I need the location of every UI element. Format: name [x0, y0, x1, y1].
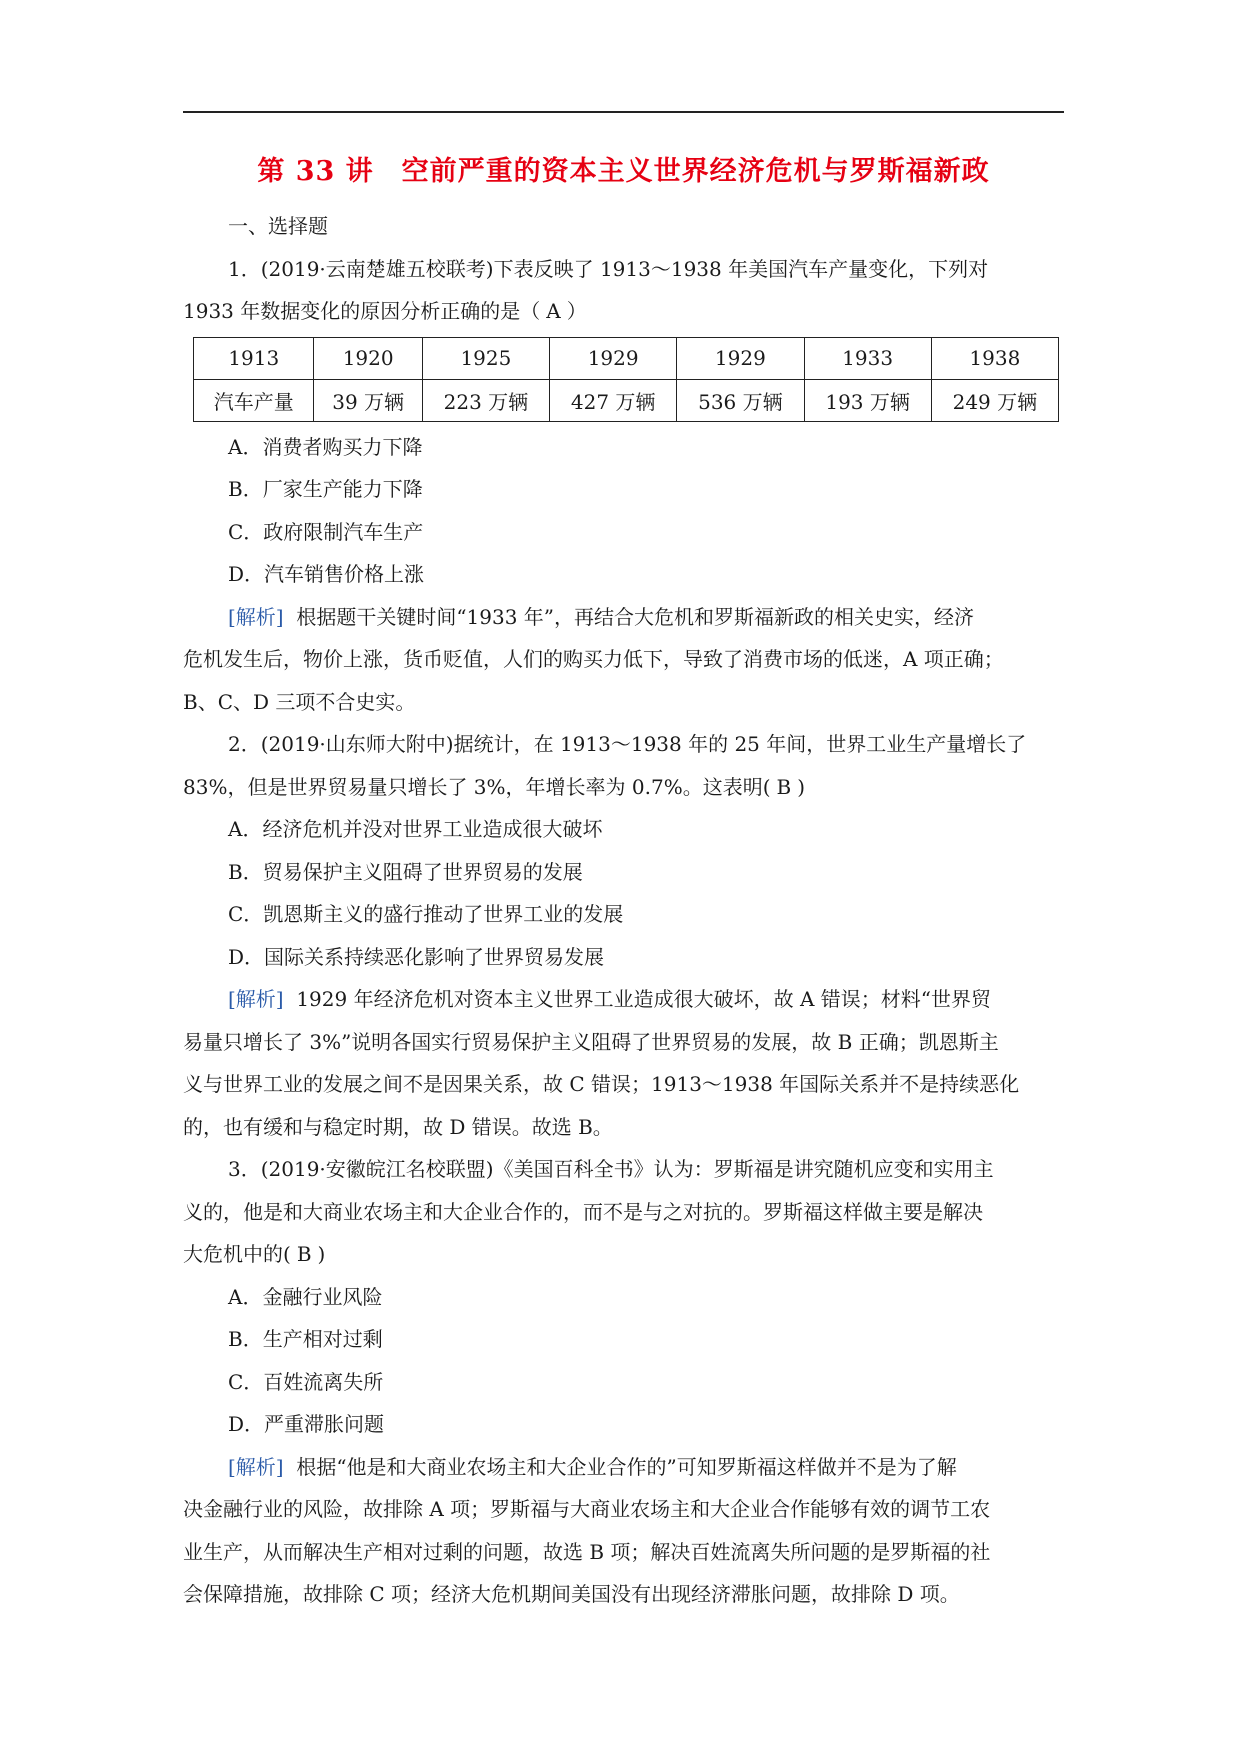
analysis-tag: [解析]	[228, 987, 284, 1011]
page-title: 第 33 讲 空前严重的资本主义世界经济危机与罗斯福新政	[257, 156, 990, 187]
q1-answer: A	[546, 299, 561, 323]
q3-answer: B	[296, 1242, 312, 1266]
q1-data-table	[193, 337, 1059, 422]
table-cell: 536 万辆	[677, 379, 804, 421]
q2-stem-prefix: 83%，但是世界贸易量只增长了 3%，年增长率为 0.7%。这表明(	[183, 774, 771, 799]
q2-option-d: D．国际关系持续恶化影响了世界贸易发展	[228, 944, 605, 969]
q1-option-d: D．汽车销售价格上涨	[228, 562, 425, 586]
analysis-text: 1929 年经济危机对资本主义世界工业造成很大破坏，故 A 错误；材料“世界贸	[296, 987, 991, 1011]
table-cell: 1929	[550, 337, 677, 379]
q3-option-c: C．百姓流离失所	[228, 1369, 384, 1394]
q3-analysis-line3: 业生产，从而解决生产相对过剩的问题，故选 B 项；解决百姓流离失所问题的是罗斯福的社	[183, 1539, 991, 1564]
q3-option-d: D．严重滞胀问题	[228, 1412, 385, 1436]
q1-analysis-line2: 危机发生后，物价上涨，货币贬值，人们的购买力低下，导致了消费市场的低迷，A 项正确；	[183, 647, 1004, 671]
header-rule	[183, 111, 1064, 113]
q2-analysis-line3: 义与世界工业的发展之间不是因果关系，故 C 错误；1913～1938 年国际关系并不是持续恶化	[183, 1072, 1020, 1096]
table-cell: 1938	[931, 337, 1058, 379]
q3-analysis-line1	[183, 1446, 1064, 1489]
q1-stem-prefix: 1933 年数据变化的原因分析正确的是（	[183, 299, 541, 323]
q3-stem-line3	[183, 1233, 1064, 1276]
q1-stem-line1: 1．(2019·云南楚雄五校联考)下表反映了 1913～1938 年美国汽车产量变化，下列对	[228, 256, 989, 281]
q2-stem-line1: 2．(2019·山东师大附中)据统计，在 1913～1938 年的 25 年间，世界工业生产量增长了	[228, 732, 1027, 756]
table-row	[194, 337, 1059, 379]
q3-stem-suffix: )	[317, 1242, 326, 1266]
q2-analysis-line1	[183, 978, 1064, 1021]
q2-stem-suffix: )	[797, 774, 806, 799]
q3-analysis-line2: 决金融行业的风险，故排除 A 项；罗斯福与大商业农场主和大企业合作能够有效的调节工农	[183, 1497, 991, 1521]
q3-stem-line2: 义的，他是和大商业农场主和大企业合作的，而不是与之对抗的。罗斯福这样做主要是解决	[183, 1199, 983, 1224]
analysis-text: 根据题干关键时间“1933 年”，再结合大危机和罗斯福新政的相关史实，经济	[296, 604, 975, 629]
q3-stem-prefix: 大危机中的(	[183, 1242, 291, 1266]
q2-analysis-line2: 易量只增长了 3%”说明各国实行贸易保护主义阻碍了世界贸易的发展，故 B 正确；凯恩斯主	[183, 1029, 999, 1054]
q1-stem-line2	[183, 290, 1064, 333]
table-row	[194, 379, 1059, 421]
table-cell: 汽车产量	[194, 379, 314, 421]
table-cell: 223 万辆	[422, 379, 549, 421]
q2-analysis-line4: 的，也有缓和与稳定时期，故 D 错误。故选 B。	[183, 1114, 613, 1139]
section-heading: 一、选择题	[228, 214, 328, 238]
table-cell: 1913	[194, 337, 314, 379]
q2-option-a: A．经济危机并没对世界工业造成很大破坏	[228, 817, 603, 841]
q2-option-b: B．贸易保护主义阻碍了世界贸易的发展	[228, 859, 583, 884]
q3-analysis-line4: 会保障措施，故排除 C 项；经济大危机期间美国没有出现经济滞胀问题，故排除 D 项。	[183, 1582, 960, 1606]
table-cell: 427 万辆	[550, 379, 677, 421]
analysis-tag: [解析]	[228, 604, 284, 629]
q1-stem-suffix: ）	[566, 299, 587, 323]
q2-option-c: C．凯恩斯主义的盛行推动了世界工业的发展	[228, 902, 624, 926]
analysis-tag: [解析]	[228, 1454, 284, 1479]
table-cell: 1933	[804, 337, 931, 379]
q1-option-c: C．政府限制汽车生产	[228, 519, 424, 544]
q3-option-b: B．生产相对过剩	[228, 1327, 383, 1351]
document-body	[183, 205, 1064, 1616]
q3-stem-line1: 3．(2019·安徽皖江名校联盟)《美国百科全书》认为：罗斯福是讲究随机应变和实用主	[228, 1157, 994, 1181]
q1-option-a: A．消费者购买力下降	[228, 434, 423, 459]
q2-answer: B	[776, 774, 792, 799]
q1-option-b: B．厂家生产能力下降	[228, 477, 423, 501]
table-cell: 1925	[422, 337, 549, 379]
table-cell: 39 万辆	[314, 379, 422, 421]
q1-analysis-line3: B、C、D 三项不合史实。	[183, 689, 416, 714]
table-cell: 1920	[314, 337, 422, 379]
table-cell: 1929	[677, 337, 804, 379]
table-cell: 193 万辆	[804, 379, 931, 421]
analysis-text: 根据“他是和大商业农场主和大企业合作的”可知罗斯福这样做并不是为了解	[296, 1454, 957, 1479]
q3-option-a: A．金融行业风险	[228, 1284, 383, 1309]
q2-stem-line2	[183, 766, 1064, 809]
table-cell: 249 万辆	[931, 379, 1058, 421]
q1-analysis-line1	[183, 596, 1064, 639]
